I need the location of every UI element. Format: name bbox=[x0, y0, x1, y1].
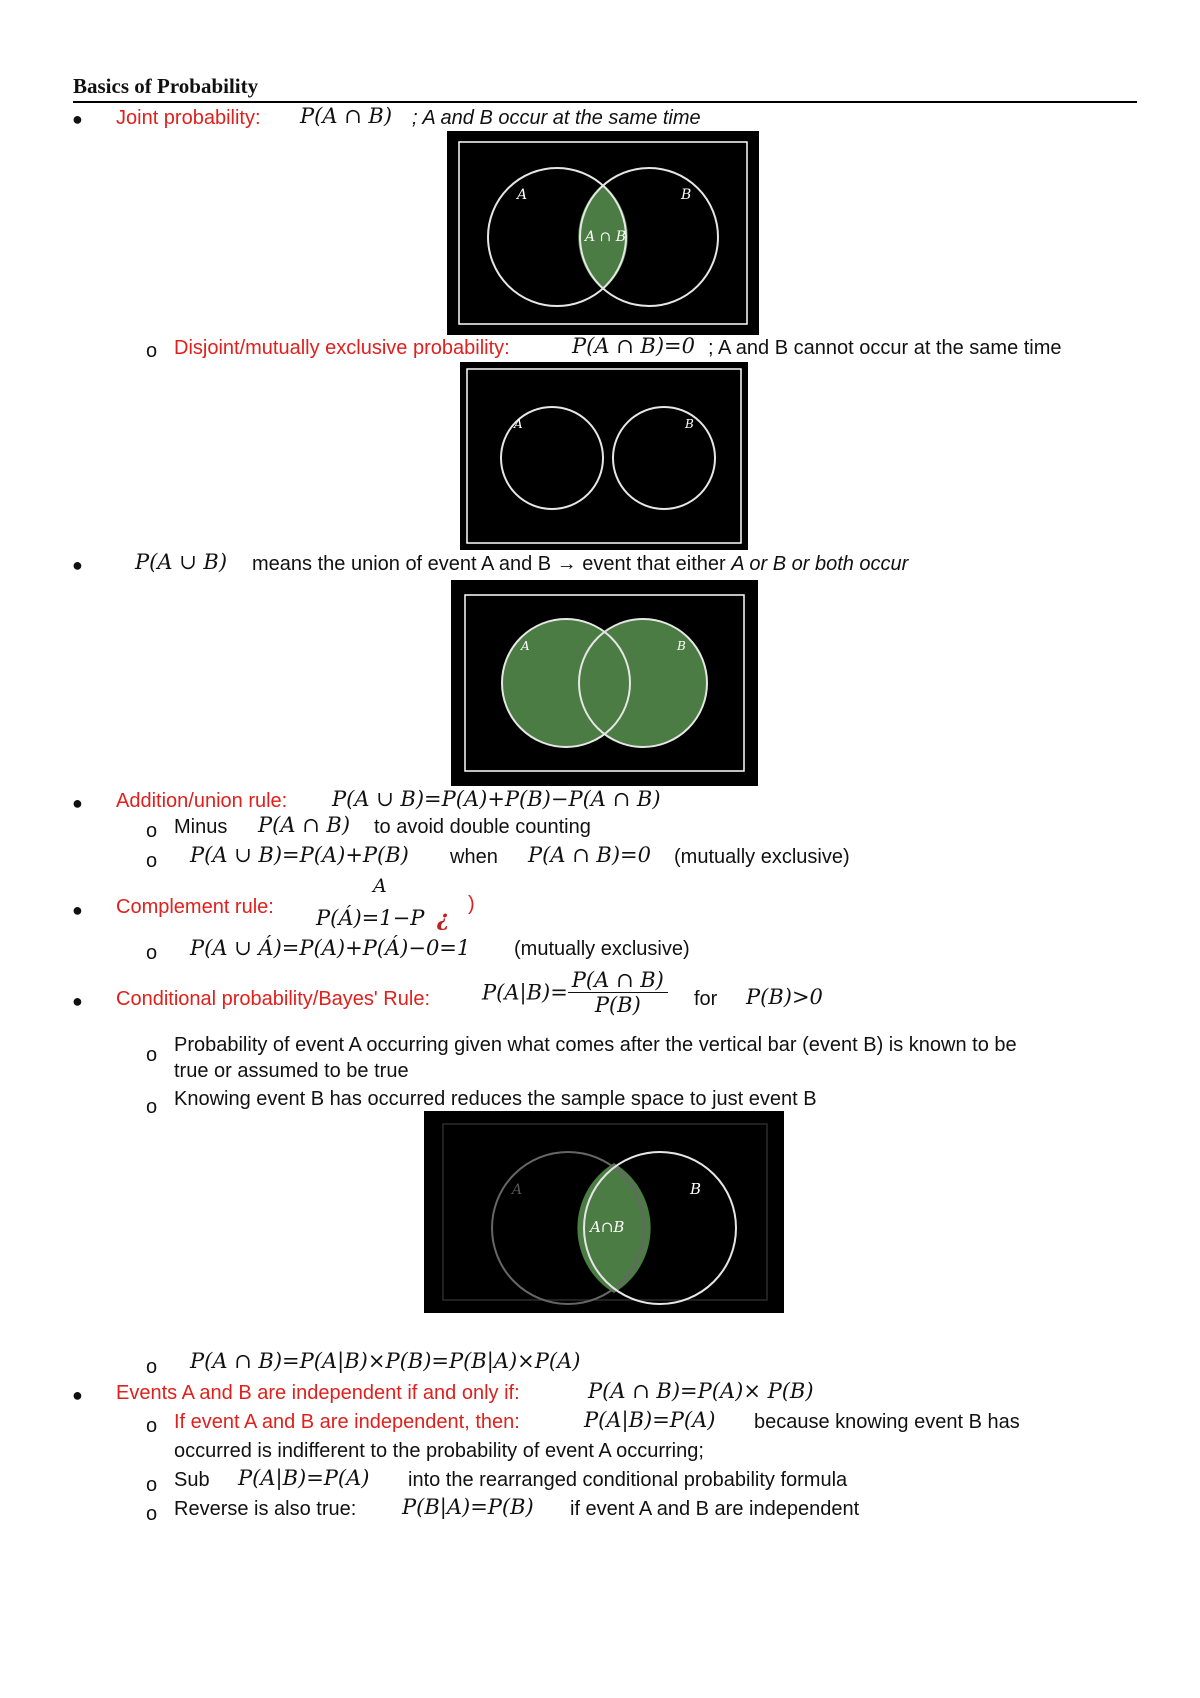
venn-conditional bbox=[424, 1111, 784, 1313]
union-desc-text: means the union of event A and B → event that either bbox=[252, 553, 732, 575]
complement-label: Complement rule: bbox=[116, 896, 274, 918]
title-underline bbox=[73, 101, 1137, 103]
me-note: (mutually exclusive) bbox=[674, 846, 850, 868]
independent-s3-formula: P(B|A)=P(B) bbox=[402, 1495, 534, 1519]
conditional-label: Conditional probability/Bayes' Rule: bbox=[116, 988, 430, 1010]
sub-bullet: o bbox=[146, 340, 158, 362]
me-formula: P(A ∪ B)=P(A)+P(B) bbox=[190, 843, 409, 867]
independent-s1-label: If event A and B are independent, then: bbox=[174, 1411, 520, 1433]
sub-bullet: o bbox=[146, 820, 158, 842]
label-a: A bbox=[517, 187, 528, 203]
minus-formula: P(A ∩ B) bbox=[258, 813, 351, 837]
disjoint-label: Disjoint/mutually exclusive probability: bbox=[174, 337, 510, 359]
label-b: B bbox=[681, 187, 692, 203]
conditional-condition: P(B)>0 bbox=[746, 985, 823, 1009]
complement-glyph: ¿ bbox=[437, 906, 450, 931]
me-condition: P(A ∩ B)=0 bbox=[528, 843, 652, 867]
label-b: B bbox=[685, 417, 694, 431]
minus-note: to avoid double counting bbox=[374, 816, 591, 838]
venn-union bbox=[451, 580, 758, 786]
sub-bullet: o bbox=[146, 1096, 158, 1118]
venn-frame bbox=[467, 369, 741, 543]
label-a: A bbox=[512, 1182, 523, 1198]
bullet: ● bbox=[72, 793, 83, 813]
disjoint-desc: ; A and B cannot occur at the same time bbox=[708, 337, 1062, 359]
label-a: A bbox=[521, 639, 530, 653]
independent-s2-formula: P(A|B)=P(A) bbox=[238, 1466, 370, 1490]
independent-label: Events A and B are independent if and only if: bbox=[116, 1382, 520, 1404]
sub-bullet: o bbox=[146, 1356, 158, 1378]
union-desc bbox=[252, 553, 908, 576]
independent-s2-pre: Sub bbox=[174, 1469, 210, 1491]
sub-bullet: o bbox=[146, 1474, 158, 1496]
independent-s3-pre: Reverse is also true: bbox=[174, 1498, 357, 1520]
sub-bullet: o bbox=[146, 1503, 158, 1525]
label-b: B bbox=[677, 639, 686, 653]
union-desc-italic: A or B or both occur bbox=[731, 553, 909, 575]
joint-formula: P(A ∩ B) bbox=[300, 104, 393, 128]
sub-bullet: o bbox=[146, 850, 158, 872]
label-a: A bbox=[514, 417, 523, 431]
sub-bullet: o bbox=[146, 942, 158, 964]
sub-bullet: o bbox=[146, 1044, 158, 1066]
complement-sub-note: (mutually exclusive) bbox=[514, 938, 690, 960]
union-formula: P(A ∪ B) bbox=[135, 550, 228, 574]
independent-formula: P(A ∩ B)=P(A)× P(B) bbox=[588, 1379, 814, 1403]
minus-text: Minus bbox=[174, 816, 228, 838]
venn-disjoint bbox=[460, 362, 748, 550]
addition-formula: P(A ∪ B)=P(A)+P(B)−P(A ∩ B) bbox=[332, 787, 661, 811]
bullet: ● bbox=[72, 991, 83, 1011]
conditional-note2: Knowing event B has occurred reduces the sample space to just event B bbox=[174, 1088, 817, 1110]
addition-label: Addition/union rule: bbox=[116, 790, 288, 812]
fraction-denominator: P(B) bbox=[594, 993, 641, 1017]
independent-s1-formula: P(A|B)=P(A) bbox=[584, 1408, 716, 1432]
independent-s1-post: because knowing event B has bbox=[754, 1411, 1020, 1433]
sub-bullet: o bbox=[146, 1415, 158, 1437]
complement-close: ) bbox=[468, 893, 475, 915]
joint-label: Joint probability: bbox=[116, 107, 261, 129]
venn-intersection bbox=[447, 131, 759, 335]
conditional-for: for bbox=[694, 988, 718, 1010]
label-b: B bbox=[690, 1180, 702, 1198]
disjoint-formula: P(A ∩ B)=0 bbox=[572, 334, 696, 358]
joint-desc: ; A and B occur at the same time bbox=[412, 107, 701, 129]
independent-s1-line2: occurred is indifferent to the probability of event A occurring; bbox=[174, 1440, 704, 1462]
circle-b bbox=[613, 407, 715, 509]
page-title: Basics of Probability bbox=[73, 74, 259, 98]
bullet: ● bbox=[72, 555, 83, 575]
independent-s2-post: into the rearranged conditional probability formula bbox=[408, 1469, 848, 1491]
complement-formula: P(Á)=1−P bbox=[316, 906, 425, 930]
conditional-note1-line1: Probability of event A occurring given what comes after the vertical bar (event B) is known to be bbox=[174, 1034, 1017, 1056]
bullet: ● bbox=[72, 1385, 83, 1405]
label-intersection: A∩B bbox=[590, 1218, 625, 1236]
conditional-formula bbox=[482, 968, 668, 1017]
conditional-note1-line2: true or assumed to be true bbox=[174, 1060, 409, 1082]
fraction-numerator: P(A ∩ B) bbox=[568, 968, 668, 993]
complement-above: A bbox=[373, 875, 387, 897]
complement-sub-formula: P(A ∪ Á)=P(A)+P(Á)−0=1 bbox=[190, 936, 471, 960]
product-formula: P(A ∩ B)=P(A|B)×P(B)=P(B|A)×P(A) bbox=[190, 1349, 581, 1373]
bullet: ● bbox=[72, 900, 83, 920]
independent-s3-post: if event A and B are independent bbox=[570, 1498, 860, 1520]
conditional-fraction bbox=[568, 968, 668, 1017]
bullet: ● bbox=[72, 109, 83, 129]
conditional-lhs: P(A|B)= bbox=[482, 980, 568, 1005]
label-intersection: A ∩ B bbox=[585, 229, 627, 245]
me-when: when bbox=[450, 846, 498, 868]
